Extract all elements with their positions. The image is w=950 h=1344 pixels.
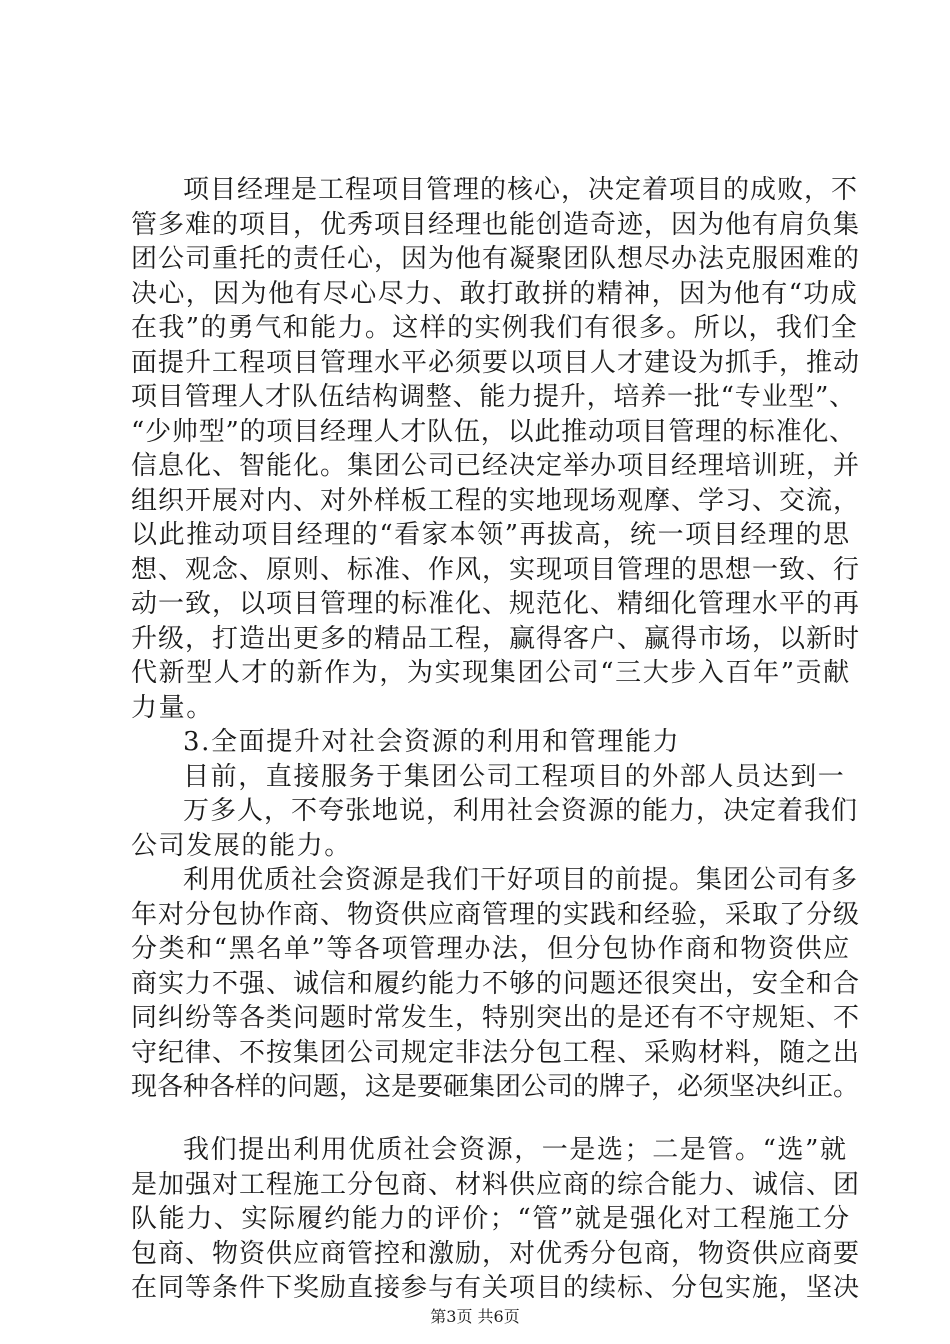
section-heading: 3.全面提升对社会资源的利用和管理能力 [183,727,681,757]
paragraph-line: 包商、物资供应商管控和激励，对优秀分包商，物资供应商要 [131,1239,861,1269]
paragraph-line: 代新型人才的新作为，为实现集团公司“三大步入百年”贡献 [131,658,851,688]
paragraph-line: 分类和“黑名单”等各项管理办法，但分包协作商和物资供应 [131,934,851,964]
paragraph-line: 组织开展对内、对外样板工程的实地现场观摩、学习、交流， [131,486,861,516]
paragraph-line: 项目管理人才队伍结构调整、能力提升，培养一批“专业型”、 [131,382,856,412]
paragraph-line: 管多难的项目，优秀项目经理也能创造奇迹，因为他有肩负集 [131,210,861,240]
paragraph-line: 以此推动项目经理的“看家本领”再拔高，统一项目经理的思 [131,520,851,550]
paragraph-line: 年对分包协作商、物资供应商管理的实践和经验，采取了分级 [131,900,861,930]
paragraph-line: “少帅型”的项目经理人才队伍，以此推动项目管理的标准化、 [131,417,856,447]
paragraph-line: 利用优质社会资源是我们干好项目的前提。集团公司有多 [183,865,859,895]
paragraph-line: 在我”的勇气和能力。这样的实例我们有很多。所以，我们全 [131,313,859,343]
paragraph-line: 是加强对工程施工分包商、材料供应商的综合能力、诚信、团 [131,1170,861,1200]
paragraph-line: 商实力不强、诚信和履约能力不够的问题还很突出，安全和合 [131,969,861,999]
paragraph-line: 守纪律、不按集团公司规定非法分包工程、采购材料，随之出 [131,1038,861,1068]
paragraph-line: 万多人，不夸张地说，利用社会资源的能力，决定着我们 [183,796,859,826]
paragraph-line: 信息化、智能化。集团公司已经决定举办项目经理培训班，并 [131,451,861,481]
page-number-footer: 第3页 共6页 [430,1307,520,1326]
paragraph-line: 团公司重托的责任心，因为他有凝聚团队想尽办法克服困难的 [131,244,861,274]
paragraph-line: 想、观念、原则、标准、作风，实现项目管理的思想一致、行 [131,555,861,585]
paragraph-line: 动一致，以项目管理的标准化、规范化、精细化管理水平的再 [131,589,861,619]
paragraph-line: 同纠纷等各类问题时常发生，特别突出的是还有不守规矩、不 [131,1003,861,1033]
paragraph-line: 公司发展的能力。 [131,831,352,861]
paragraph-line: 力量。 [131,693,214,723]
paragraph-line: 队能力、实际履约能力的评价；“管”就是强化对工程施工分 [131,1204,851,1234]
paragraph-line: 面提升工程项目管理水平必须要以项目人才建设为抓手，推动 [131,348,861,378]
paragraph-line: 升级，打造出更多的精品工程，赢得客户、赢得市场，以新时 [131,624,861,654]
paragraph-line: 项目经理是工程项目管理的核心，决定着项目的成败，不 [183,175,859,205]
paragraph-line: 在同等条件下奖励直接参与有关项目的续标、分包实施，坚决 [131,1273,861,1303]
paragraph-line: 我们提出利用优质社会资源，一是选；二是管。“选”就 [183,1135,848,1165]
paragraph-line: 目前，直接服务于集团公司工程项目的外部人员达到一 [183,762,846,792]
paragraph-line: 现各种各样的问题，这是要砸集团公司的牌子，必须坚决纠正。 [131,1072,860,1102]
paragraph-line: 决心，因为他有尽心尽力、敢打敢拼的精神，因为他有“功成 [131,279,859,309]
